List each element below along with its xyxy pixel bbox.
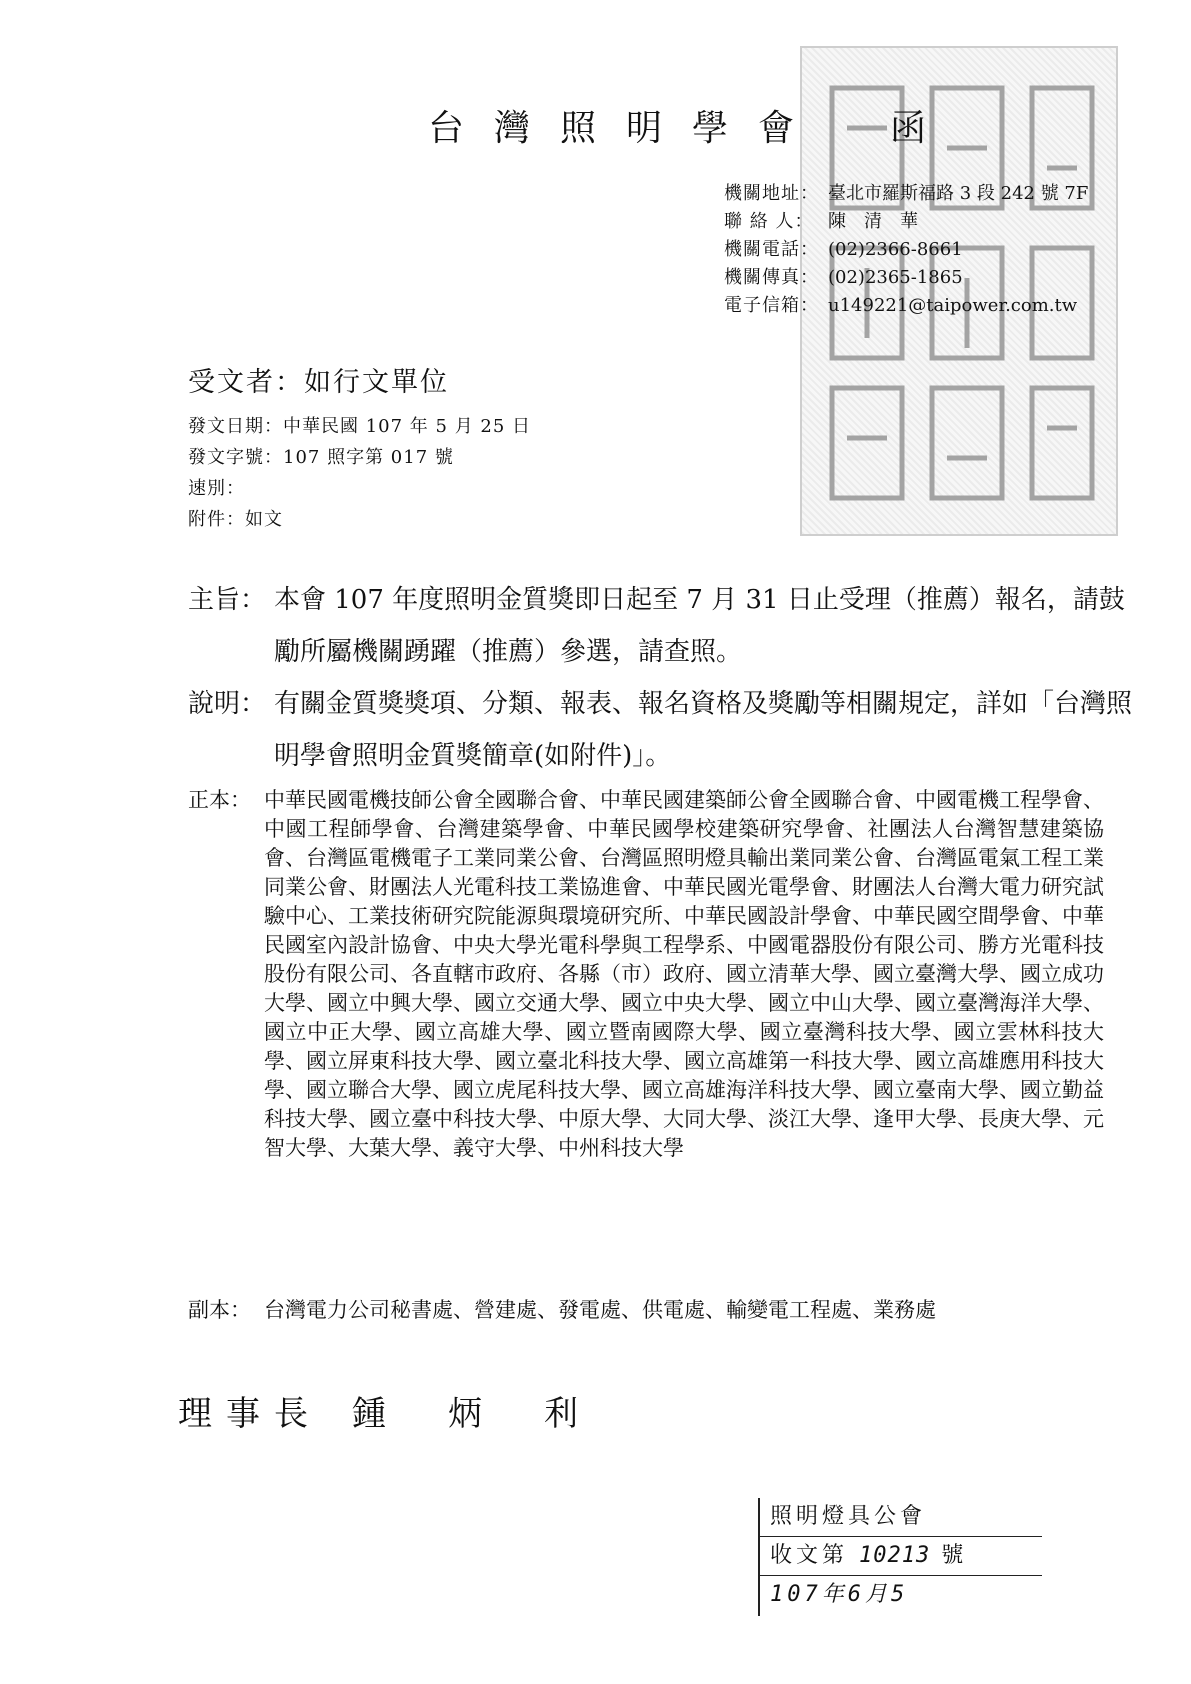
receipt-number <box>760 1537 1042 1576</box>
receipt-stamp <box>758 1498 1042 1616</box>
recipient: 受文者：如行文單位 <box>188 367 449 398</box>
contact-phone <box>724 236 1088 264</box>
contact-address <box>724 180 1088 208</box>
contact-label: 機關電話： <box>724 239 819 260</box>
receipt-number-value: 10213 <box>859 1543 931 1568</box>
contact-label: 聯 絡 人： <box>724 211 814 232</box>
explanation-heading: 說明： <box>188 689 267 719</box>
receipt-org: 照明燈具公會 <box>760 1498 1042 1537</box>
signer-title: 理事長 <box>178 1394 322 1434</box>
contact-email <box>724 292 1088 320</box>
contact-value: (02)2366-8661 <box>828 239 963 260</box>
contact-value: 臺北市羅斯福路 3 段 242 號 7F <box>828 183 1089 204</box>
carbon-copies-list: 台灣電力公司秘書處、營建處、發電處、供電處、輸變電工程處、業務處 <box>264 1298 936 1322</box>
signer-name: 鍾 炳 利 <box>352 1394 592 1434</box>
subject-text: 本會 107 年度照明金質獎即日起至 7 月 31 日止受理（推薦）報名，請鼓勵所屬機關踴躍（推薦）參選，請查照。 <box>274 585 1125 667</box>
contact-value: 陳 清 華 <box>828 211 918 232</box>
receipt-number-prefix: 收文第 <box>770 1543 849 1568</box>
issue-date: 發文日期：中華民國 107 年 5 月 25 日 <box>188 416 532 437</box>
carbon-copies-heading: 副本： <box>188 1298 251 1322</box>
receipt-date: 107年6月5 <box>770 1582 909 1607</box>
contact-block <box>724 180 1088 320</box>
signature-block <box>178 1386 592 1435</box>
contact-value: (02)2365-1865 <box>828 267 963 288</box>
contact-value: u149221@taipower.com.tw <box>828 295 1078 316</box>
explanation-text: 有關金質獎獎項、分類、報表、報名資格及獎勵等相關規定，詳如「台灣照明學會照明金質獎簡章(如附件)」。 <box>274 689 1133 771</box>
contact-fax <box>724 264 1088 292</box>
document-meta <box>188 360 531 535</box>
original-copies-list: 中華民國電機技師公會全國聯合會、中華民國建築師公會全國聯合會、中國電機工程學會、中國工程師學會、台灣建築學會、中華民國學校建築研究學會、社團法人台灣智慧建築協會、台灣區電機電子工業同業公會、台灣區照明燈具輸出業同業公會、台灣區電氣工程工業同業公會、財團法人光電科技工業協進會、中華民國光電學會、財團法人台灣大電力研究試驗中心、工業技術研究院能源與環境研究所、中華民國設計學會、中華民國空間學會、中華民國室內設計協會、中央大學光電科學與工程學系、中國電器股份有限公司、勝方光電科技股份有限公司、各直轄市政府、各縣（市）政府、國立清華大學、國立臺灣大學、國立成功大學、國立中興大學、國立交通大學、國立中央大學、國立中山大學、國立臺灣海洋大學、國立中正大學、國立高雄大學、國立暨南國際大學、國立臺灣科技大學、國立雲林科技大學、國立屏東科技大學、國立臺北科技大學、國立高雄第一科技大學、國立高雄應用科技大學、國立聯合大學、國立虎尾科技大學、國立高雄海洋科技大學、國立臺南大學、國立勤益科技大學、國立臺中科技大學、中原大學、大同大學、淡江大學、逢甲大學、長庚大學、元智大學、大葉大學、義守大學、中州科技大學 <box>264 788 1104 1160</box>
contact-label: 機關地址： <box>724 183 819 204</box>
contact-label: 機關傳真： <box>724 267 819 288</box>
original-copies-heading: 正本： <box>188 788 251 812</box>
contact-person <box>724 208 1088 236</box>
attachment: 附件：如文 <box>188 509 283 530</box>
document-title: 台灣照明學會 函 <box>428 108 957 149</box>
document-number: 發文字號：107 照字第 017 號 <box>188 447 454 468</box>
speed-class: 速別： <box>188 478 245 499</box>
subject-heading: 主旨： <box>188 585 267 615</box>
receipt-number-suffix: 號 <box>941 1543 968 1568</box>
contact-label: 電子信箱： <box>724 295 819 316</box>
